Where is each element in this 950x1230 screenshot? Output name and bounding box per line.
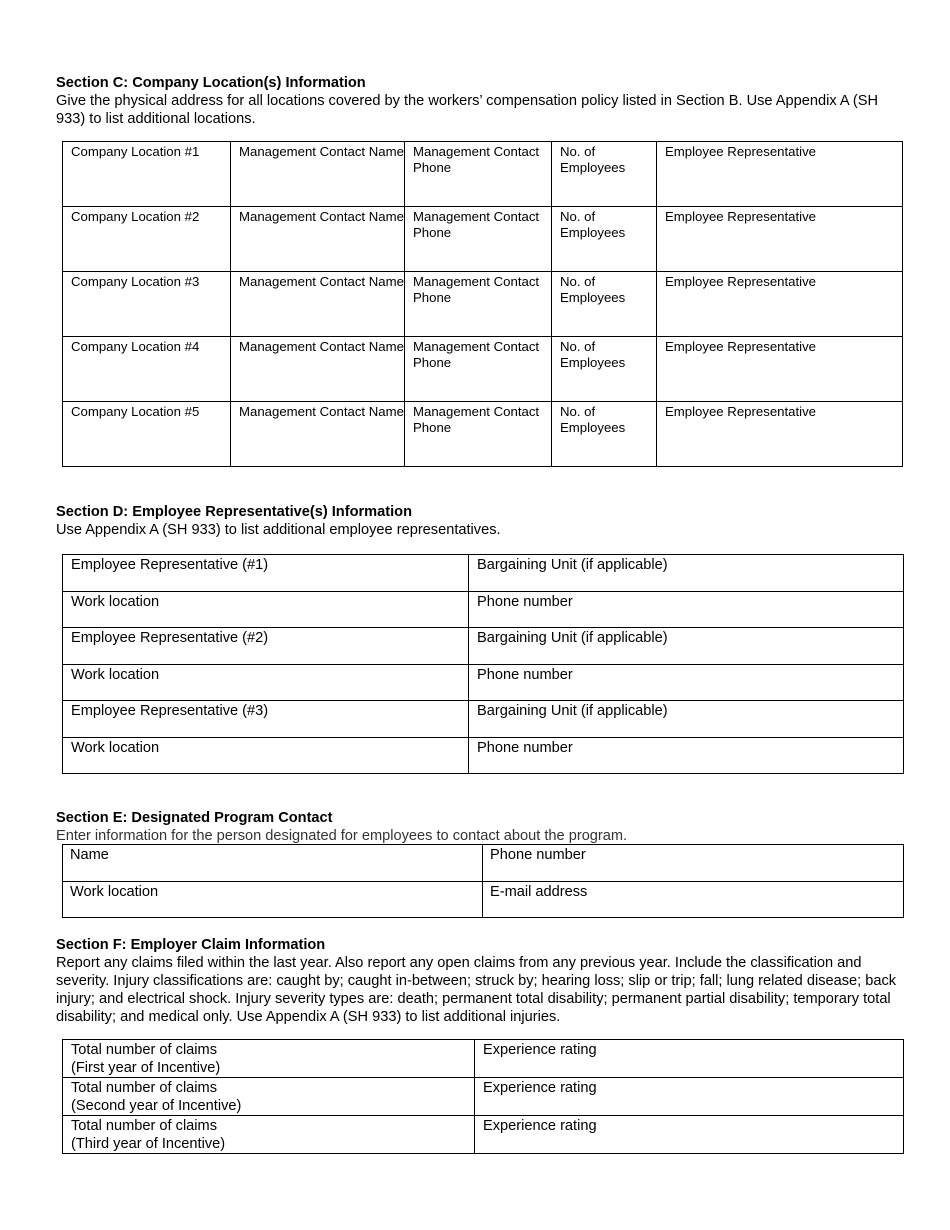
- total-claims-field[interactable]: [63, 1078, 475, 1116]
- management-contact-name-field[interactable]: [231, 142, 405, 207]
- field-label: Management Contact Name: [239, 339, 404, 354]
- representative-left-field[interactable]: [63, 664, 469, 701]
- employee-count-field[interactable]: [552, 402, 657, 467]
- representative-right-field[interactable]: [469, 701, 904, 738]
- management-contact-phone-field[interactable]: [405, 142, 552, 207]
- field-label: Phone number: [490, 847, 586, 863]
- field-label: Employee Representative: [665, 404, 817, 419]
- employer-claims-table: [62, 1039, 904, 1154]
- field-label: Bargaining Unit (if applicable): [477, 703, 668, 719]
- employee-count-field[interactable]: [552, 337, 657, 402]
- field-label: Company Location #5: [71, 404, 200, 419]
- representative-row: [63, 737, 904, 774]
- field-label: Company Location #3: [71, 274, 200, 289]
- section-c-title: Section C: Company Location(s) Information: [56, 75, 366, 91]
- representative-left-field[interactable]: [63, 555, 469, 592]
- field-label: Employee Representative (#1): [71, 557, 269, 573]
- field-label: Experience rating: [483, 1118, 597, 1134]
- employee-representative-field[interactable]: [657, 142, 903, 207]
- field-label: Employee Representative (#3): [71, 703, 269, 719]
- experience-rating-field[interactable]: [475, 1116, 904, 1154]
- field-label: No. of Employees: [560, 404, 626, 435]
- section-d-title: Section D: Employee Representative(s) Information: [56, 504, 413, 520]
- section-e-title: Section E: Designated Program Contact: [56, 810, 333, 826]
- location-row: [63, 272, 903, 337]
- employee-count-field[interactable]: [552, 272, 657, 337]
- field-label: Phone number: [477, 739, 573, 756]
- representative-row: [63, 664, 904, 701]
- section-c-header: [56, 74, 901, 128]
- employee-representatives-body: [63, 555, 904, 774]
- experience-rating-field[interactable]: [475, 1040, 904, 1078]
- contact-right-field[interactable]: [483, 845, 904, 882]
- experience-rating-field[interactable]: [475, 1078, 904, 1116]
- field-label: Employee Representative: [665, 274, 817, 289]
- company-location-field[interactable]: [63, 207, 231, 272]
- representative-left-field[interactable]: [63, 628, 469, 665]
- field-label: Management Contact Phone: [413, 404, 540, 435]
- program-contact-table: [62, 844, 904, 918]
- management-contact-name-field[interactable]: [231, 402, 405, 467]
- representative-left-field[interactable]: [63, 591, 469, 628]
- employee-representative-field[interactable]: [657, 272, 903, 337]
- company-location-field[interactable]: [63, 337, 231, 402]
- field-label: Company Location #2: [71, 209, 200, 224]
- field-label: No. of Employees: [560, 339, 626, 370]
- field-label: No. of Employees: [560, 144, 626, 175]
- field-label: Work location: [71, 593, 160, 610]
- management-contact-name-field[interactable]: [231, 207, 405, 272]
- field-label: Total number of claims (Second year of Incentive): [71, 1080, 242, 1114]
- representative-row: [63, 555, 904, 592]
- employee-count-field[interactable]: [552, 207, 657, 272]
- field-label: Employee Representative (#2): [71, 630, 269, 646]
- field-label: Work location: [71, 666, 160, 683]
- company-location-field[interactable]: [63, 272, 231, 337]
- management-contact-phone-field[interactable]: [405, 402, 552, 467]
- management-contact-name-field[interactable]: [231, 272, 405, 337]
- field-label: Experience rating: [483, 1080, 597, 1096]
- claims-row: [63, 1078, 904, 1116]
- field-label: Management Contact Phone: [413, 144, 540, 175]
- representative-left-field[interactable]: [63, 737, 469, 774]
- representative-right-field[interactable]: [469, 737, 904, 774]
- field-label: Management Contact Name: [239, 274, 404, 289]
- field-label: Employee Representative: [665, 144, 817, 159]
- employee-representative-field[interactable]: [657, 337, 903, 402]
- company-location-field[interactable]: [63, 402, 231, 467]
- section-d-header: [56, 503, 901, 539]
- section-f-header: [56, 936, 901, 1026]
- section-f-title: Section F: Employer Claim Information: [56, 937, 326, 953]
- field-label: Work location: [70, 883, 159, 900]
- field-label: Management Contact Phone: [413, 274, 540, 305]
- employee-representative-field[interactable]: [657, 402, 903, 467]
- company-location-field[interactable]: [63, 142, 231, 207]
- section-f-description: Report any claims filed within the last year. Also report any open claims from any previous year. Include the classification and severity. Injury classifications are: caught by; caught in-between; struck by; hearing loss; slip or trip; fall; lung related disease; back injury; and electrical shock. Injury severity types are: death; permanent total disability; permanent partial disability; temporary total disability; and medical only. Use Appendix A (SH 933) to list additional injuries.: [56, 955, 897, 1025]
- field-label: No. of Employees: [560, 274, 626, 305]
- field-label: Name: [70, 847, 109, 863]
- field-label: Company Location #4: [71, 339, 200, 354]
- field-label: No. of Employees: [560, 209, 626, 240]
- field-label: Phone number: [477, 593, 573, 610]
- location-row: [63, 142, 903, 207]
- field-label: Management Contact Phone: [413, 209, 540, 240]
- total-claims-field[interactable]: [63, 1116, 475, 1154]
- field-label: Experience rating: [483, 1042, 597, 1058]
- field-label: Total number of claims (Third year of Incentive): [71, 1118, 226, 1152]
- location-row: [63, 337, 903, 402]
- contact-right-field[interactable]: [483, 881, 904, 918]
- management-contact-phone-field[interactable]: [405, 337, 552, 402]
- representative-row: [63, 591, 904, 628]
- representative-right-field[interactable]: [469, 591, 904, 628]
- management-contact-phone-field[interactable]: [405, 207, 552, 272]
- program-contact-body: [63, 845, 904, 918]
- representative-right-field[interactable]: [469, 555, 904, 592]
- field-label: E-mail address: [490, 883, 588, 900]
- contact-row: [63, 881, 904, 918]
- field-label: Management Contact Phone: [413, 339, 540, 370]
- field-label: Employee Representative: [665, 339, 817, 354]
- employee-representatives-table: [62, 554, 904, 774]
- field-label: Management Contact Name: [239, 144, 404, 159]
- management-contact-name-field[interactable]: [231, 337, 405, 402]
- contact-row: [63, 845, 904, 882]
- location-row: [63, 402, 903, 467]
- location-row: [63, 207, 903, 272]
- total-claims-field[interactable]: [63, 1040, 475, 1078]
- claims-row: [63, 1116, 904, 1154]
- field-label: Management Contact Name: [239, 404, 404, 419]
- field-label: Management Contact Name: [239, 209, 404, 224]
- section-e-header: [56, 809, 901, 845]
- field-label: Company Location #1: [71, 144, 200, 159]
- contact-left-field[interactable]: [63, 881, 483, 918]
- representative-right-field[interactable]: [469, 628, 904, 665]
- field-label: Employee Representative: [665, 209, 817, 224]
- field-label: Work location: [71, 739, 160, 756]
- employee-count-field[interactable]: [552, 142, 657, 207]
- field-label: Total number of claims (First year of Incentive): [71, 1042, 221, 1076]
- claims-row: [63, 1040, 904, 1078]
- management-contact-phone-field[interactable]: [405, 272, 552, 337]
- field-label: Bargaining Unit (if applicable): [477, 557, 668, 573]
- employee-representative-field[interactable]: [657, 207, 903, 272]
- contact-left-field[interactable]: [63, 845, 483, 882]
- field-label: Phone number: [477, 666, 573, 683]
- company-locations-body: [63, 142, 903, 467]
- company-locations-table: [62, 141, 903, 467]
- representative-left-field[interactable]: [63, 701, 469, 738]
- representative-right-field[interactable]: [469, 664, 904, 701]
- representative-row: [63, 701, 904, 738]
- section-e-description: Enter information for the person designated for employees to contact about the program.: [56, 828, 628, 844]
- section-c-description: Give the physical address for all locations covered by the workers’ compensation policy listed in Section B. Use Appendix A (SH 933) to list additional locations.: [56, 93, 878, 127]
- field-label: Bargaining Unit (if applicable): [477, 630, 668, 646]
- section-d-description: Use Appendix A (SH 933) to list additional employee representatives.: [56, 522, 501, 538]
- employer-claims-body: [63, 1040, 904, 1154]
- representative-row: [63, 628, 904, 665]
